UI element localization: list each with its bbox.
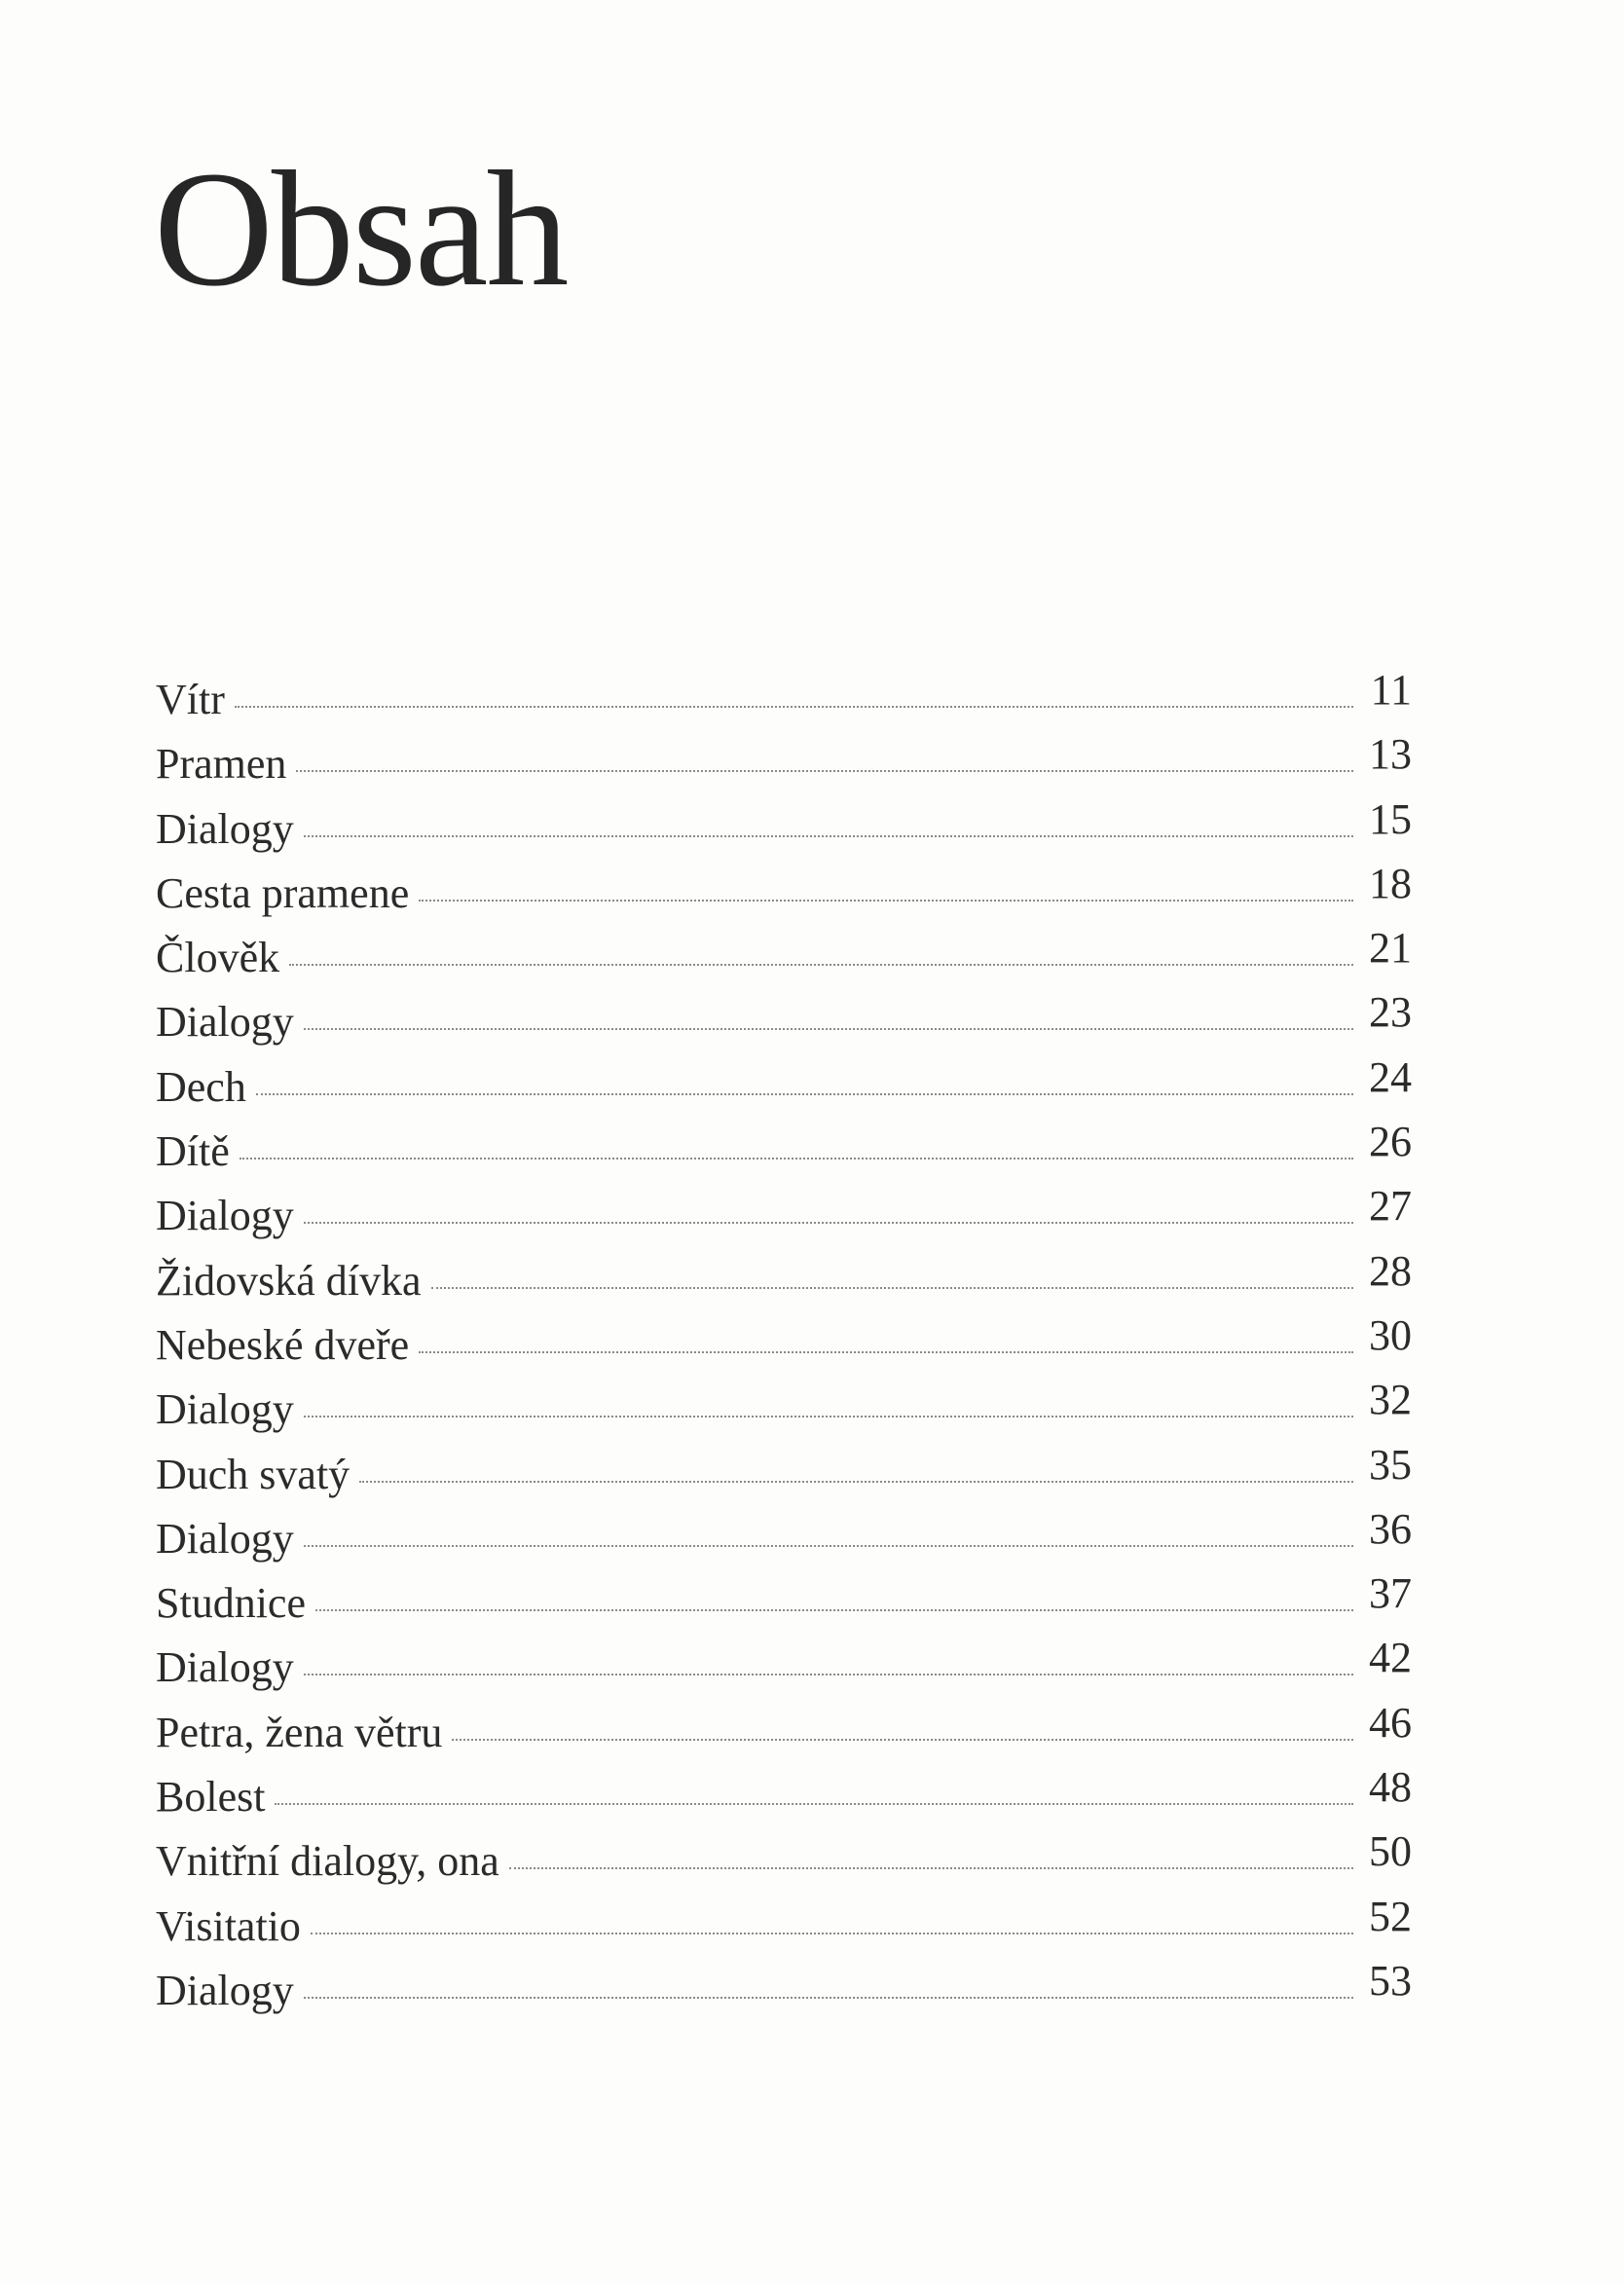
- toc-entry: [156, 1378, 1412, 1442]
- toc-entry-title: Židovská dívka: [156, 1256, 422, 1305]
- toc-entry-title: Vnitřní dialogy, ona: [156, 1837, 499, 1886]
- toc-entry: [156, 1829, 1412, 1894]
- toc-entry: [156, 794, 1412, 862]
- toc-entry-page: 37: [1369, 1569, 1412, 1618]
- toc-dot-leader: [452, 1739, 1353, 1741]
- toc-entry: [156, 1698, 1412, 1765]
- toc-dot-leader: [419, 900, 1353, 902]
- toc-dot-leader: [289, 964, 1353, 966]
- toc-dot-leader: [304, 1028, 1353, 1030]
- toc-entry-title: Cesta pramene: [156, 868, 410, 917]
- toc-entry-title: Dialogy: [156, 1643, 294, 1692]
- toc-entry-page: 32: [1369, 1376, 1412, 1424]
- toc-entry-title: Vítr: [156, 676, 225, 723]
- toc-dot-leader: [304, 1416, 1353, 1418]
- toc-entry-title: Studnice: [156, 1579, 306, 1628]
- toc-entry-page: 46: [1369, 1698, 1412, 1747]
- toc-entry-title: Dialogy: [156, 804, 294, 853]
- toc-entry: [156, 1052, 1412, 1120]
- toc-entry: [156, 1120, 1412, 1184]
- toc-entry: [156, 1956, 1412, 2023]
- toc-entry-page: 36: [1369, 1504, 1412, 1553]
- toc-entry: [156, 1246, 1412, 1313]
- toc-entry: [156, 990, 1412, 1054]
- toc-entry: [156, 1892, 1412, 1959]
- toc-entry-page: 50: [1369, 1827, 1412, 1876]
- toc-entry-title: Bolest: [156, 1773, 266, 1822]
- toc-entry-title: Dialogy: [156, 1192, 294, 1240]
- toc-entry-title: Visitatio: [156, 1901, 301, 1950]
- toc-entry-title: Nebeské dveře: [156, 1320, 410, 1369]
- toc-entry-page: 42: [1369, 1634, 1412, 1682]
- toc-dot-leader: [304, 1674, 1353, 1675]
- toc-entry: [156, 1636, 1412, 1700]
- toc-entry-page: 13: [1369, 730, 1412, 779]
- toc-dot-leader: [235, 706, 1353, 708]
- toc-entry-title: Pramen: [156, 740, 287, 789]
- toc-dot-leader: [315, 1609, 1353, 1611]
- toc-entry-title: Duch svatý: [156, 1450, 351, 1498]
- table-of-contents: [156, 668, 1412, 2023]
- toc-entry-title: Člověk: [156, 934, 280, 982]
- toc-entry-title: Dech: [156, 1062, 246, 1111]
- toc-entry: [156, 1184, 1412, 1248]
- toc-dot-leader: [304, 1997, 1353, 1999]
- toc-entry-page: 53: [1369, 1956, 1412, 2005]
- toc-entry: [156, 926, 1412, 990]
- toc-dot-leader: [431, 1287, 1353, 1289]
- toc-entry-page: 30: [1369, 1310, 1412, 1359]
- toc-entry-page: 26: [1369, 1118, 1412, 1166]
- toc-dot-leader: [359, 1481, 1353, 1483]
- toc-dot-leader: [304, 1545, 1353, 1547]
- toc-entry: [156, 732, 1412, 796]
- toc-entry-page: 15: [1369, 794, 1412, 843]
- toc-entry-page: 24: [1369, 1052, 1412, 1101]
- toc-dot-leader: [256, 1093, 1353, 1095]
- toc-entry-title: Dialogy: [156, 1966, 294, 2014]
- toc-entry-page: 27: [1369, 1182, 1412, 1231]
- toc-entry-title: Dialogy: [156, 998, 294, 1047]
- toc-dot-leader: [509, 1867, 1353, 1869]
- toc-dot-leader: [304, 1222, 1353, 1224]
- toc-dot-leader: [275, 1803, 1353, 1805]
- toc-entry-page: 52: [1369, 1892, 1412, 1940]
- toc-entry: [156, 1571, 1412, 1636]
- page-title: Obsah: [154, 137, 568, 320]
- toc-entry-page: 23: [1369, 988, 1412, 1037]
- toc-dot-leader: [240, 1158, 1353, 1160]
- toc-entry-page: 48: [1369, 1763, 1412, 1812]
- toc-entry: [156, 1765, 1412, 1829]
- toc-entry-page: 18: [1369, 859, 1412, 907]
- toc-entry: [156, 668, 1412, 732]
- toc-entry-page: 11: [1370, 666, 1412, 714]
- toc-entry-page: 35: [1369, 1440, 1412, 1489]
- toc-entry-title: Dialogy: [156, 1514, 294, 1563]
- toc-dot-leader: [304, 835, 1353, 837]
- toc-entry: [156, 1310, 1412, 1378]
- toc-entry: [156, 1504, 1412, 1571]
- toc-dot-leader: [311, 1933, 1353, 1934]
- toc-entry-title: Dialogy: [156, 1385, 294, 1434]
- toc-entry-title: Petra, žena větru: [156, 1708, 443, 1756]
- toc-entry: [156, 859, 1412, 926]
- toc-entry: [156, 1440, 1412, 1507]
- toc-entry-page: 21: [1369, 924, 1412, 973]
- toc-dot-leader: [419, 1351, 1353, 1353]
- toc-entry-title: Dítě: [156, 1127, 230, 1176]
- toc-dot-leader: [296, 770, 1353, 772]
- toc-entry-page: 28: [1369, 1246, 1412, 1295]
